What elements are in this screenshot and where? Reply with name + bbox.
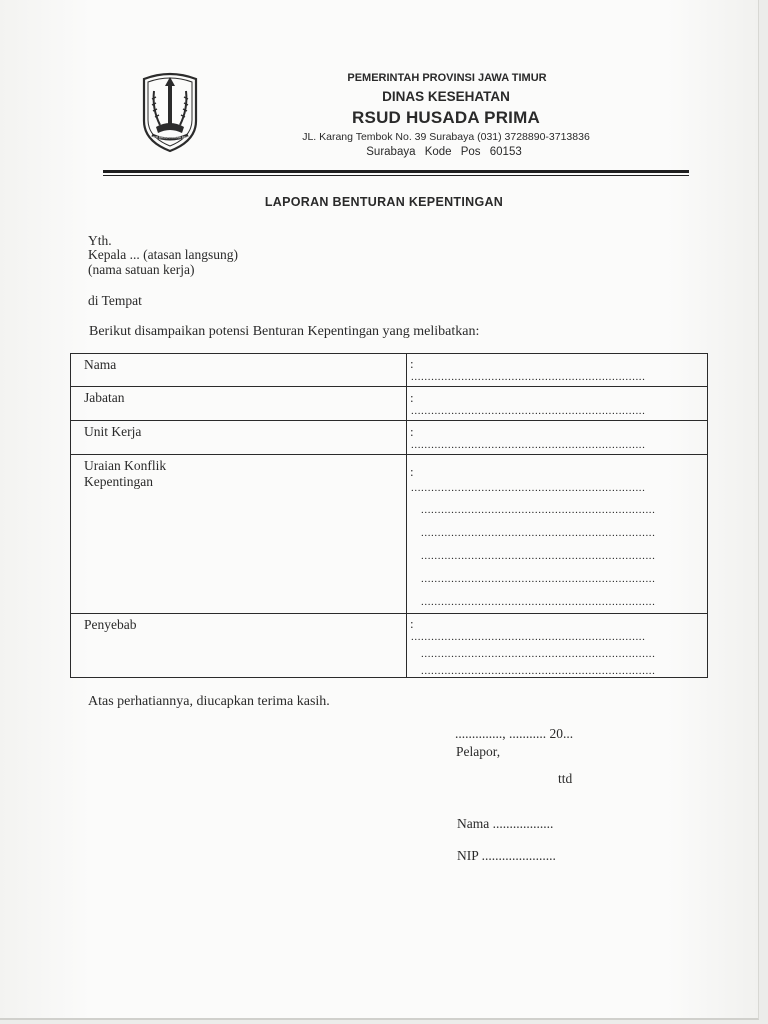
closing-text: Atas perhatiannya, diucapkan terima kasih. <box>88 694 330 709</box>
fill-line-uraian[interactable]: ...................................................................... <box>421 573 656 585</box>
logo-motto: JER BASUKI MAWA BEA <box>151 135 189 140</box>
signature-reporter: Pelapor, <box>456 744 501 759</box>
signature-ttd: ttd <box>558 771 573 786</box>
header-rule-thick <box>103 170 689 173</box>
row-colon: : <box>410 424 414 439</box>
intro-text: Berikut disampaikan potensi Benturan Kepentingan yang melibatkan: <box>89 324 480 339</box>
table-column-divider <box>406 354 407 677</box>
fill-line-penyebab[interactable]: ...................................................................... <box>421 665 656 677</box>
row-label-nama: Nama <box>84 357 117 372</box>
row-colon: : <box>410 464 414 479</box>
fill-line-jabatan[interactable]: ...................................................................... <box>411 405 646 417</box>
fill-line-uraian[interactable]: ...................................................................... <box>421 596 656 608</box>
fill-line-uraian[interactable]: ...................................................................... <box>421 527 656 539</box>
row-colon: : <box>410 390 414 405</box>
row-label-uraian-line2: Kepentingan <box>84 474 153 489</box>
row-label-unit-kerja: Unit Kerja <box>84 424 142 439</box>
fill-line-uraian[interactable]: ...................................................................... <box>421 550 656 562</box>
conflict-table <box>70 353 708 678</box>
header-province: PEMERINTAH PROVINSI JAWA TIMUR <box>347 72 547 84</box>
recipient-unit: (nama satuan kerja) <box>88 262 195 277</box>
recipient-kepala: Kepala ... (atasan langsung) <box>88 247 238 262</box>
row-label-jabatan: Jabatan <box>84 390 125 405</box>
table-row-divider <box>71 454 707 455</box>
fill-line-penyebab[interactable]: ...................................................................... <box>411 631 646 643</box>
signature-name[interactable]: Nama .................. <box>457 816 554 831</box>
recipient-yth: Yth. <box>88 233 112 248</box>
fill-line-unit-kerja[interactable]: ...................................................................... <box>411 439 646 451</box>
table-row-divider <box>71 420 707 421</box>
signature-nip[interactable]: NIP ...................... <box>457 848 556 863</box>
signature-date[interactable]: .............., ........... 20... <box>455 726 574 741</box>
fill-line-uraian[interactable]: ...................................................................... <box>421 504 656 516</box>
fill-line-penyebab[interactable]: ...................................................................... <box>421 648 656 660</box>
header-rule-thin <box>103 175 689 176</box>
header-address: JL. Karang Tembok No. 39 Surabaya (031) 3728890-3713836 <box>302 131 590 143</box>
header-city-postal: Surabaya Kode Pos 60153 <box>366 146 522 158</box>
fill-line-nama[interactable]: ...................................................................... <box>411 371 646 383</box>
header-hospital: RSUD HUSADA PRIMA <box>352 108 540 127</box>
row-label-penyebab: Penyebab <box>84 617 137 632</box>
table-row-divider <box>71 386 707 387</box>
header-agency: DINAS KESEHATAN <box>382 89 510 104</box>
row-colon: : <box>410 616 414 631</box>
table-row-divider <box>71 613 707 614</box>
document-title: LAPORAN BENTURAN KEPENTINGAN <box>264 195 504 209</box>
row-label-uraian-line1: Uraian Konflik <box>84 458 167 473</box>
recipient-place: di Tempat <box>88 293 142 308</box>
fill-line-uraian[interactable]: ...................................................................... <box>411 482 646 494</box>
row-colon: : <box>410 356 414 371</box>
